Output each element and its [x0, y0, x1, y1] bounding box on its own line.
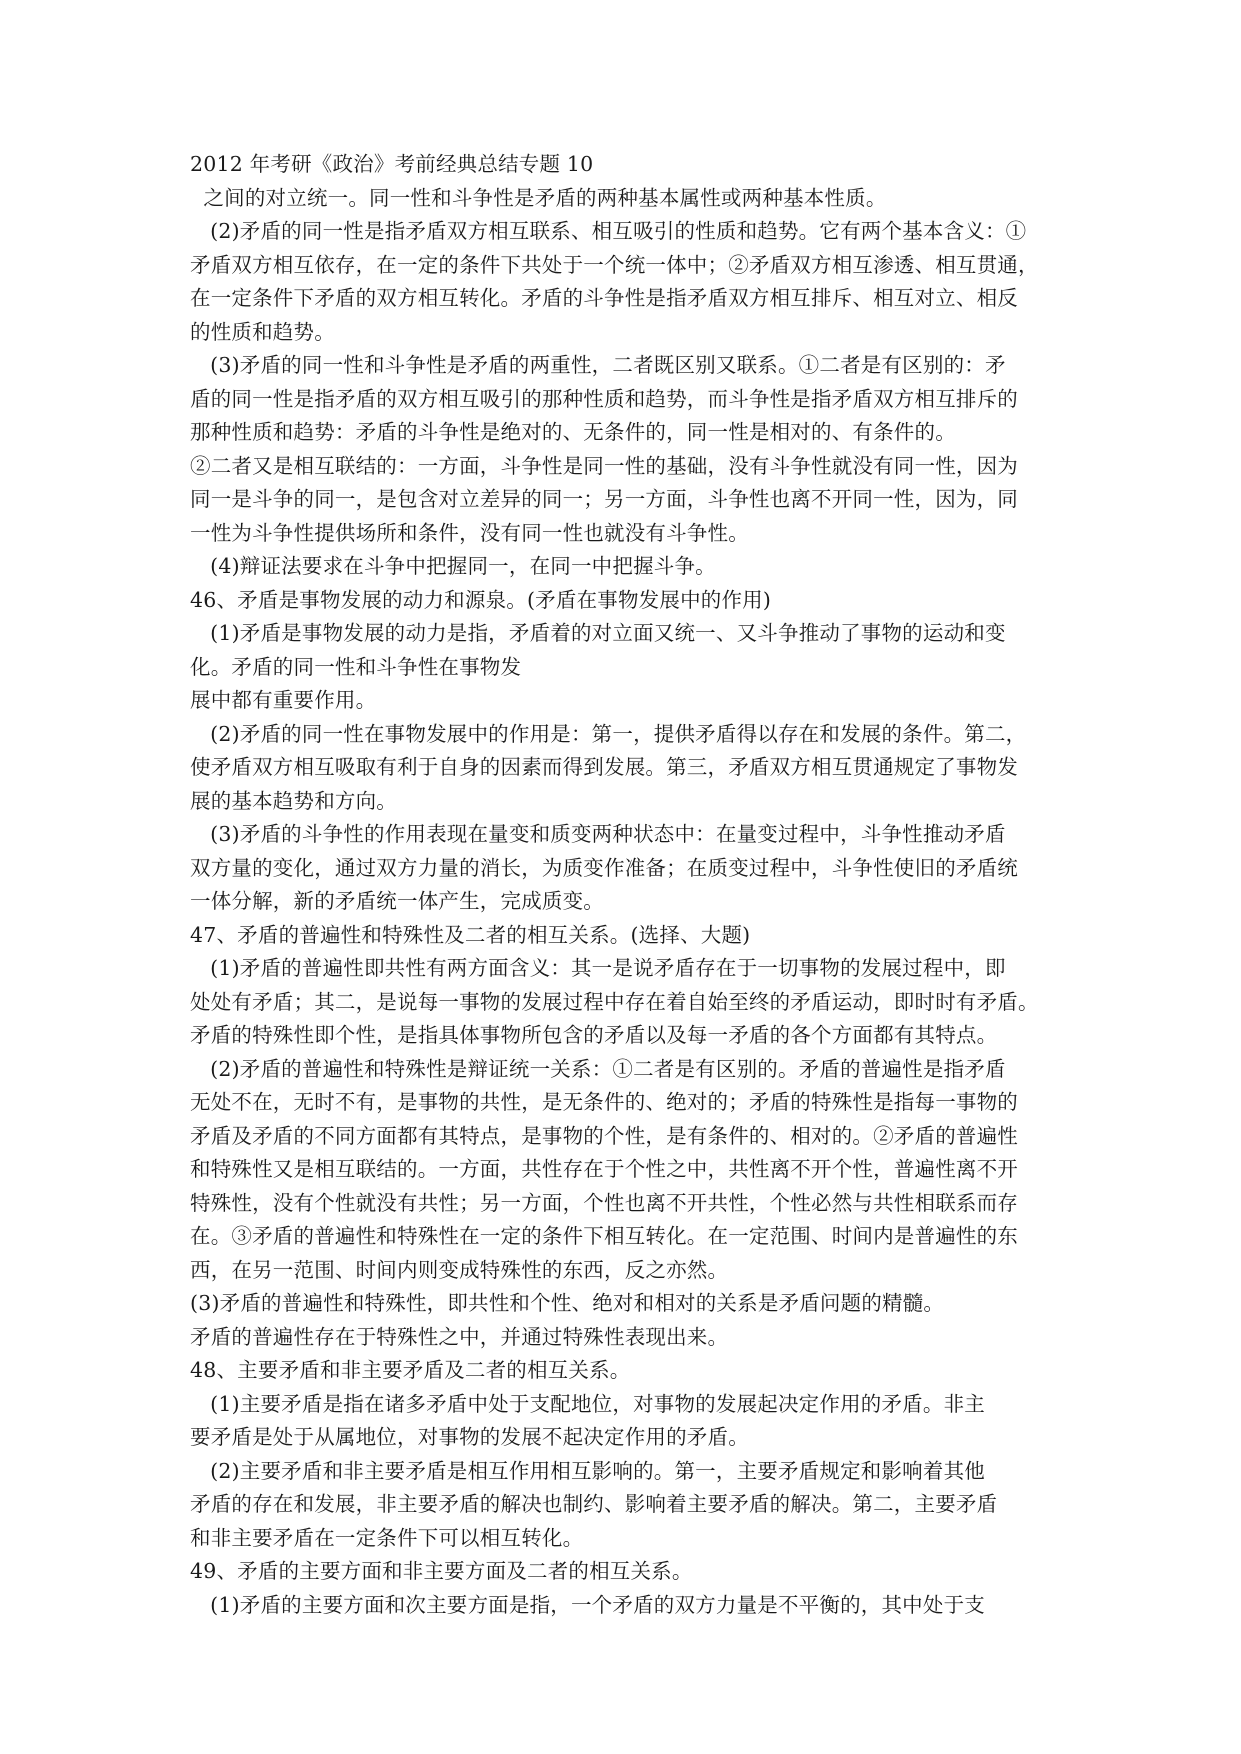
text-line: 展的基本趋势和方向。 — [190, 788, 397, 813]
text-line: 矛盾双方相互依存，在一定的条件下共处于一个统一体中；②矛盾双方相互渗透、相互贯通， — [190, 252, 1039, 277]
text-line: 那种性质和趋势：矛盾的斗争性是绝对的、无条件的，同一性是相对的、有条件的。 — [190, 420, 956, 444]
text-line: 和非主要矛盾在一定条件下可以相互转化。 — [190, 1525, 584, 1550]
text-line: 同一是斗争的同一，是包含对立差异的同一；另一方面，斗争性也离不开同一性，因为，同 — [190, 487, 1018, 511]
text-line: (1)矛盾的主要方面和次主要方面是指，一个矛盾的双方力量是不平衡的，其中处于支 — [190, 1592, 985, 1617]
text-line: (1)主要矛盾是指在诸多矛盾中处于支配地位，对事物的发展起决定作用的矛盾。非主 — [190, 1391, 985, 1416]
text-line: 的性质和趋势。 — [190, 319, 335, 344]
text-line: (2)矛盾的同一性是指矛盾双方相互联系、相互吸引的性质和趋势。它有两个基本含义：① — [190, 219, 1027, 243]
text-line: (3)矛盾的普遍性和特殊性，即共性和个性、绝对和相对的关系是矛盾问题的精髓。 — [190, 1291, 945, 1315]
text-line: 双方量的变化，通过双方力量的消长，为质变作准备；在质变过程中，斗争性使旧的矛盾统 — [190, 855, 1018, 880]
text-line: (2)矛盾的普遍性和特殊性是辩证统一关系：①二者是有区别的。矛盾的普遍性是指矛盾 — [190, 1056, 1006, 1081]
text-line: 48、主要矛盾和非主要矛盾及二者的相互关系。 — [190, 1358, 631, 1382]
paragraph-lines — [190, 182, 1050, 1623]
text-line: ②二者又是相互联结的：一方面，斗争性是同一性的基础，没有斗争性就没有同一性，因为 — [190, 453, 1018, 478]
text-line: 之间的对立统一。同一性和斗争性是矛盾的两种基本属性或两种基本性质。 — [190, 185, 887, 210]
text-line: 展中都有重要作用。 — [190, 688, 377, 712]
text-line: 处处有矛盾；其二，是说每一事物的发展过程中存在着自始至终的矛盾运动，即时时有矛盾。 — [190, 989, 1039, 1014]
text-line: 47、矛盾的普遍性和特殊性及二者的相互关系。(选择、大题) — [190, 922, 751, 947]
text-line: 一体分解，新的矛盾统一体产生，完成质变。 — [190, 889, 604, 913]
text-line: 盾的同一性是指矛盾的双方相互吸引的那种性质和趋势，而斗争性是指矛盾双方相互排斥的 — [190, 386, 1018, 411]
text-line: (3)矛盾的同一性和斗争性是矛盾的两重性，二者既区别又联系。①二者是有区别的：矛 — [190, 353, 1006, 377]
text-line: 和特殊性又是相互联结的。一方面，共性存在于个性之中，共性离不开个性，普遍性离不开 — [190, 1157, 1018, 1181]
text-line: (1)矛盾是事物发展的动力是指，矛盾着的对立面又统一、又斗争推动了事物的运动和变 — [190, 621, 1006, 645]
text-line: 在。③矛盾的普遍性和特殊性在一定的条件下相互转化。在一定范围、时间内是普遍性的东 — [190, 1224, 1018, 1248]
text-line: 49、矛盾的主要方面和非主要方面及二者的相互关系。 — [190, 1559, 693, 1583]
text-line: 要矛盾是处于从属地位，对事物的发展不起决定作用的矛盾。 — [190, 1425, 749, 1449]
document-title: 2012 年考研《政治》考前经典总结专题 10 — [190, 152, 594, 176]
text-line: 一性为斗争性提供场所和条件，没有同一性也就没有斗争性。 — [190, 520, 749, 545]
text-line: 矛盾的存在和发展，非主要矛盾的解决也制约、影响着主要矛盾的解决。第二，主要矛盾 — [190, 1492, 998, 1516]
text-line: 特殊性，没有个性就没有共性；另一方面，个性也离不开共性，个性必然与共性相联系而存 — [190, 1190, 1018, 1215]
text-line: 矛盾及矛盾的不同方面都有其特点，是事物的个性，是有条件的、相对的。②矛盾的普遍性 — [190, 1123, 1018, 1148]
text-line: (4)辩证法要求在斗争中把握同一，在同一中把握斗争。 — [190, 554, 716, 578]
text-line: (2)矛盾的同一性在事物发展中的作用是：第一，提供矛盾得以存在和发展的条件。第二， — [190, 721, 1027, 746]
text-line: 西，在另一范围、时间内则变成特殊性的东西，反之亦然。 — [190, 1257, 729, 1282]
text-line: 化。矛盾的同一性和斗争性在事物发 — [190, 654, 522, 679]
text-line: 46、矛盾是事物发展的动力和源泉。(矛盾在事物发展中的作用) — [190, 587, 772, 612]
text-line: (2)主要矛盾和非主要矛盾是相互作用相互影响的。第一，主要矛盾规定和影响着其他 — [190, 1458, 985, 1483]
text-line: (3)矛盾的斗争性的作用表现在量变和质变两种状态中：在量变过程中，斗争性推动矛盾 — [190, 822, 1006, 846]
text-line: 无处不在，无时不有，是事物的共性，是无条件的、绝对的；矛盾的特殊性是指每一事物的 — [190, 1090, 1018, 1114]
text-line: 矛盾的普遍性存在于特殊性之中，并通过特殊性表现出来。 — [190, 1324, 729, 1349]
document-body — [190, 148, 1050, 1622]
text-line: 使矛盾双方相互吸取有利于自身的因素而得到发展。第三，矛盾双方相互贯通规定了事物发 — [190, 755, 1018, 779]
text-line: 矛盾的特殊性即个性，是指具体事物所包含的矛盾以及每一矛盾的各个方面都有其特点。 — [190, 1023, 998, 1047]
text-line: (1)矛盾的普遍性即共性有两方面含义：其一是说矛盾存在于一切事物的发展过程中，即 — [190, 956, 1006, 980]
text-line: 在一定条件下矛盾的双方相互转化。矛盾的斗争性是指矛盾双方相互排斥、相互对立、相反 — [190, 286, 1018, 310]
